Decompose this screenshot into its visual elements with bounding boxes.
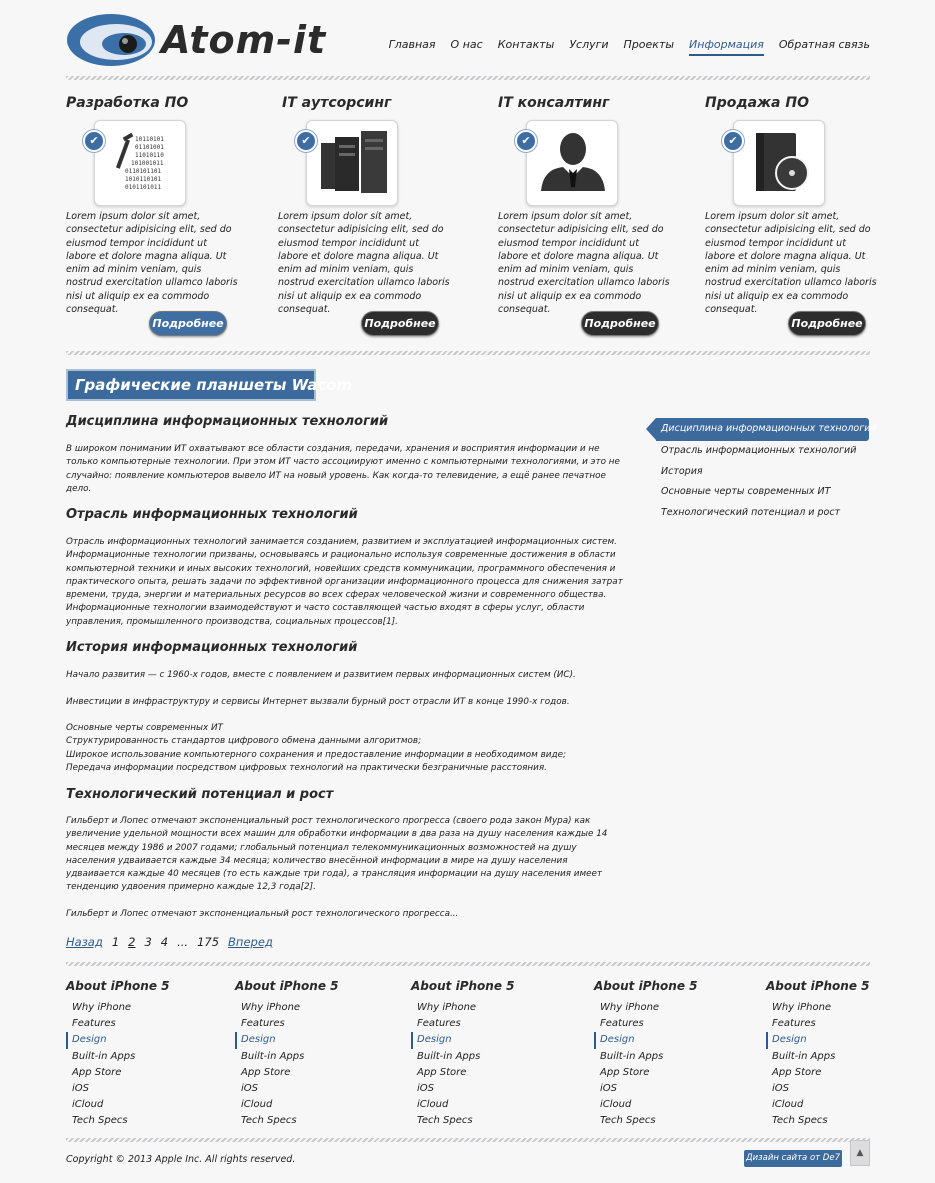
more-button[interactable]: Подробнее	[581, 311, 659, 336]
pager-next[interactable]: Вперед	[228, 935, 273, 949]
divider	[66, 962, 870, 966]
service-title: Продажа ПО	[705, 95, 809, 111]
service-block	[66, 95, 241, 330]
service-icon-box	[526, 120, 618, 206]
svg-text:10110101: 10110101	[135, 136, 164, 143]
article-paragraph: Гильберт и Лопес отмечают экспоненциальный рост технологического прогресса (своего рода закон Мура) как увеличение удельной мощности всех машин для обработки информации в два раза на душу населения каждые 14 месяцев между 1986 и 2007 годами; глобальный потенциал телекоммуникационных возможностей на душу населения удваивается каждые 34 месяца; количество внесённой информации в мире на душу населения удваивается каждые 40 месяцев (то есть каждые три года), а трансляция информации на душу населения имеет тенденцию удвоения примерно каждые 12,3 года[2].	[66, 816, 608, 893]
service-title: IT аутсорсинг	[282, 95, 392, 111]
article-heading: История информационных технологий	[66, 640, 358, 655]
servers-icon	[307, 121, 399, 207]
service-title: IT консалтинг	[498, 95, 610, 111]
footer-link[interactable]: iOS	[72, 1082, 89, 1094]
footer-link[interactable]: Tech Specs	[600, 1115, 656, 1127]
software-box-icon	[734, 121, 826, 207]
service-description: Lorem ipsum dolor sit amet, consectetur adipisicing elit, sed do eiusmod tempor incididunt ut labore et dolore magna aliqua. Ut enim ad minim veniam, quis nostrud exercitation ullamco laboris nisi ut aliquip ex ea commodo consequat.	[498, 211, 670, 316]
footer-link[interactable]: Features	[772, 1018, 816, 1030]
footer-link[interactable]: Tech Specs	[417, 1115, 473, 1127]
footer-link[interactable]: iCloud	[600, 1099, 632, 1111]
footer-column	[66, 979, 216, 1130]
footer-link[interactable]: Why iPhone	[772, 1002, 832, 1013]
service-icon-box	[306, 120, 398, 206]
pager-page[interactable]: 1	[111, 935, 120, 949]
footer-link-selected[interactable]: Design	[235, 1032, 385, 1048]
footer-link[interactable]: Why iPhone	[417, 1002, 477, 1013]
footer-link[interactable]: Features	[241, 1018, 285, 1030]
footer-column	[766, 979, 916, 1130]
svg-text:101001011: 101001011	[131, 160, 164, 167]
nav-contacts[interactable]: Контакты	[497, 38, 555, 51]
footer-link[interactable]: Built-in Apps	[772, 1050, 836, 1062]
footer-column-title: About iPhone 5	[594, 979, 698, 993]
footer-link[interactable]: Why iPhone	[241, 1002, 301, 1013]
footer-link[interactable]: iOS	[600, 1082, 617, 1094]
pager-ellipsis: ...	[177, 935, 189, 949]
pagination	[66, 935, 282, 949]
footer-link-selected[interactable]: Design	[766, 1032, 916, 1048]
sidebar-item-label: Дисциплина информационных технологий	[661, 423, 877, 434]
design-credit-button[interactable]: Дизайн сайта от De7	[744, 1150, 842, 1167]
main-nav	[374, 38, 870, 56]
more-button[interactable]: Подробнее	[788, 311, 866, 336]
pager-page-current[interactable]: 2	[128, 935, 136, 949]
atom-logo-icon	[66, 12, 161, 68]
service-block	[705, 95, 880, 330]
sidebar-item[interactable]: Технологический потенциал и рост	[661, 507, 841, 518]
footer-link[interactable]: iCloud	[417, 1099, 449, 1111]
svg-text:01101001: 01101001	[135, 144, 164, 151]
nav-about[interactable]: О нас	[450, 38, 483, 51]
footer-link[interactable]: iOS	[772, 1082, 789, 1094]
feature-line: Основные черты современных ИТ	[66, 723, 223, 733]
article-heading: Отрасль информационных технологий	[66, 507, 358, 522]
footer-link[interactable]: App Store	[417, 1066, 467, 1078]
footer-column-title: About iPhone 5	[235, 979, 339, 993]
nav-home[interactable]: Главная	[388, 38, 436, 51]
pager-page[interactable]: 175	[197, 935, 220, 949]
footer-link[interactable]: Built-in Apps	[241, 1050, 305, 1062]
feature-line: Широкое использование компьютерного сохранения и предоставление информации в необходимом виде;	[66, 749, 566, 760]
arrow-tip	[646, 418, 656, 440]
person-icon	[527, 121, 619, 207]
footer-link[interactable]: App Store	[241, 1066, 291, 1078]
article-paragraph: Гильберт и Лопес отмечают экспоненциальный рост технологического прогресса...	[66, 909, 459, 919]
nav-projects[interactable]: Проекты	[623, 38, 675, 51]
check-icon: ✔	[83, 130, 105, 152]
scroll-to-top-icon[interactable]: ▲	[850, 1140, 870, 1166]
footer-link[interactable]: Built-in Apps	[72, 1050, 136, 1062]
sidebar-item[interactable]: Основные черты современных ИТ	[661, 486, 831, 497]
footer-column	[594, 979, 744, 1130]
footer-link[interactable]: Why iPhone	[72, 1002, 132, 1013]
check-icon: ✔	[515, 130, 537, 152]
footer-link[interactable]: iCloud	[241, 1099, 273, 1111]
article-heading: Технологический потенциал и рост	[66, 787, 334, 802]
article-paragraph: В широком понимании ИТ охватывают все области создания, передачи, хранения и восприятия информации и не только компьютерные технологии. При этом ИТ часто ассоциируют именно с компьютерными технологиями, и это не случайно: появление компьютеров вывело ИТ на новый уровень. Как когда-то телевидение, а ещё ранее печатное дело.	[66, 444, 620, 494]
footer-link-selected[interactable]: Design	[66, 1032, 216, 1048]
footer-link[interactable]: iOS	[241, 1082, 258, 1094]
service-block	[278, 95, 453, 330]
footer-column-title: About iPhone 5	[766, 979, 870, 993]
pager-prev[interactable]: Назад	[66, 935, 103, 949]
service-description: Lorem ipsum dolor sit amet, consectetur adipisicing elit, sed do eiusmod tempor incididunt ut labore et dolore magna aliqua. Ut enim ad minim veniam, quis nostrud exercitation ullamco laboris nisi ut aliquip ex ea commodo consequat.	[66, 211, 238, 316]
svg-text:0101101011: 0101101011	[125, 184, 162, 191]
footer-column	[235, 979, 385, 1130]
footer-link[interactable]: Features	[72, 1018, 116, 1030]
footer-link[interactable]: Features	[600, 1018, 644, 1030]
sidebar-item-active[interactable]	[646, 418, 877, 441]
more-button[interactable]: Подробнее	[361, 311, 439, 336]
pager-page[interactable]: 3	[144, 935, 152, 949]
footer-link[interactable]: Built-in Apps	[600, 1050, 664, 1062]
footer-link-selected[interactable]: Design	[594, 1032, 744, 1048]
service-description: Lorem ipsum dolor sit amet, consectetur adipisicing elit, sed do eiusmod tempor incididunt ut labore et dolore magna aliqua. Ut enim ad minim veniam, quis nostrud exercitation ullamco laboris nisi ut aliquip ex ea commodo consequat.	[705, 211, 877, 316]
check-icon: ✔	[295, 130, 317, 152]
divider	[66, 76, 870, 80]
copyright: Copyright © 2013 Apple Inc. All rights reserved.	[66, 1154, 296, 1165]
feature-line: Передача информации посредством цифровых технологий на практически безграничные расстояния.	[66, 762, 547, 773]
sidebar-item[interactable]: История	[661, 466, 703, 477]
feature-list	[66, 722, 626, 775]
footer-column-title: About iPhone 5	[411, 979, 515, 993]
nav-info[interactable]: Информация	[689, 38, 764, 56]
nav-feedback[interactable]: Обратная связь	[778, 38, 870, 51]
logo-text[interactable]: Atom-it	[161, 18, 327, 62]
footer-column-title: About iPhone 5	[66, 979, 170, 993]
footer-link[interactable]: Tech Specs	[241, 1115, 297, 1127]
service-icon-box	[94, 120, 186, 206]
category-tag[interactable]: Графические планшеты Wacom	[66, 369, 316, 401]
pager-page[interactable]: 4	[160, 935, 169, 949]
footer-link[interactable]: App Store	[72, 1066, 122, 1078]
service-title: Разработка ПО	[66, 95, 189, 111]
svg-text:0110101101: 0110101101	[125, 168, 162, 175]
divider	[66, 351, 870, 355]
service-icon-box	[733, 120, 825, 206]
footer-link[interactable]: App Store	[772, 1066, 822, 1078]
binary-code-icon	[95, 121, 187, 207]
footer-link[interactable]: iCloud	[72, 1099, 104, 1111]
service-description: Lorem ipsum dolor sit amet, consectetur adipisicing elit, sed do eiusmod tempor incididunt ut labore et dolore magna aliqua. Ut enim ad minim veniam, quis nostrud exercitation ullamco laboris nisi ut aliquip ex ea commodo consequat.	[278, 211, 450, 316]
sidebar-item[interactable]: Отрасль информационных технологий	[661, 445, 857, 456]
footer-column	[411, 979, 561, 1130]
article-paragraph: Начало развития — с 1960-х годов, вместе с появлением и развитием первых информационных систем (ИС).	[66, 670, 576, 680]
footer-link[interactable]: iOS	[417, 1082, 434, 1094]
svg-text:11010110: 11010110	[135, 152, 164, 159]
footer-link[interactable]: App Store	[600, 1066, 650, 1078]
service-block	[498, 95, 673, 330]
footer-link-selected[interactable]: Design	[411, 1032, 561, 1048]
divider	[66, 1138, 870, 1142]
nav-services[interactable]: Услуги	[569, 38, 609, 51]
footer-link[interactable]: iCloud	[772, 1099, 804, 1111]
footer-link[interactable]: Tech Specs	[72, 1115, 128, 1127]
article-heading: Дисциплина информационных технологий	[66, 414, 389, 429]
footer-link[interactable]: Why iPhone	[600, 1002, 660, 1013]
check-icon: ✔	[722, 130, 744, 152]
article-paragraph: Инвестиции в инфраструктуру и сервисы Интернет вызвали бурный рост отрасли ИТ в конце 1990-х годов.	[66, 697, 570, 707]
footer-link[interactable]: Tech Specs	[772, 1115, 828, 1127]
svg-text:1010110101: 1010110101	[125, 176, 162, 183]
more-button[interactable]: Подробнее	[149, 311, 227, 336]
footer-link[interactable]: Built-in Apps	[417, 1050, 481, 1062]
article-paragraph: Отрасль информационных технологий занимается созданием, развитием и эксплуатацией информационных систем. Информационные технологии призваны, основываясь и рационально используя современные достижения в области компьютерной техники и иных высоких технологий, новейших средств коммуникации, программного обеспечения и практического опыта, решать задачи по эффективной организации информационного процесса для снижения затрат времени, труда, энергии и материальных ресурсов во всех сферах человеческой жизни и современного общества. Информационные технологии взаимодействуют и часто составляющей частью входят в сферы услуг, области управления, промышленного производства, социальных процессов[1].	[66, 537, 623, 627]
footer-link[interactable]: Features	[417, 1018, 461, 1030]
feature-line: Структурированность стандартов цифрового обмена данными алгоритмов;	[66, 736, 422, 747]
